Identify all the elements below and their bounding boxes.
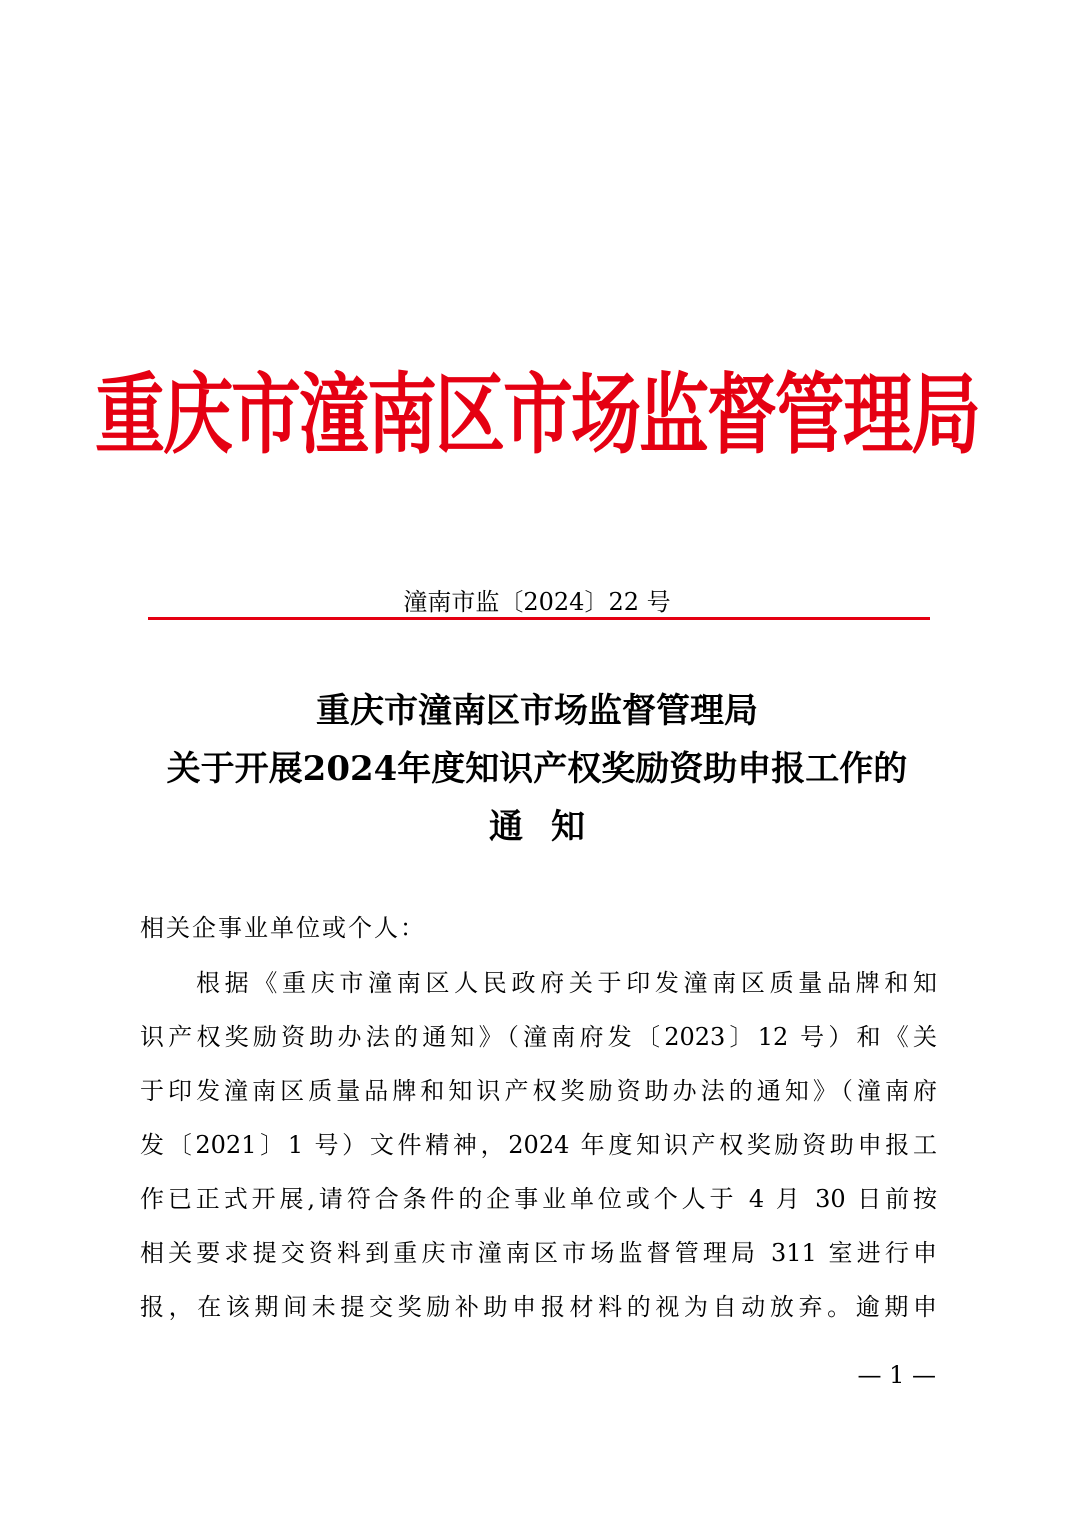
- page-number: — 1 —: [857, 1361, 936, 1389]
- notice-body: [140, 900, 937, 1334]
- paragraph-line: 根据《重庆市潼南区人民政府关于印发潼南区质量品牌和知: [196, 969, 937, 997]
- title-line-issuer: 重庆市潼南区市场监督管理局: [316, 691, 758, 731]
- paragraph-line: 发〔2021〕1 号）文件精神，2024 年度知识产权奖励资助申报工: [140, 1131, 937, 1159]
- paragraph-line: 于印发潼南区质量品牌和知识产权奖励资助办法的通知》（潼南府: [140, 1077, 937, 1105]
- paragraph-line: 识产权奖励资助办法的通知》（潼南府发〔2023〕12 号）和《关: [140, 1023, 937, 1051]
- document-number: 潼南市监〔2024〕22 号: [403, 588, 671, 616]
- title-line-notice: 通知: [489, 807, 613, 847]
- title-line-subject: 关于开展2024年度知识产权奖励资助申报工作的: [166, 749, 908, 789]
- red-divider-line: [148, 617, 930, 620]
- paragraph-line: 相关要求提交资料到重庆市潼南区市场监督管理局 311 室进行申: [140, 1239, 937, 1267]
- paragraph-line: 报，在该期间未提交奖励补助申报材料的视为自动放弃。逾期申: [140, 1293, 937, 1321]
- notice-title: [0, 682, 1074, 856]
- salutation: 相关企事业单位或个人：: [140, 914, 426, 942]
- red-masthead-title: 重庆市潼南区市场监督管理局: [95, 363, 979, 467]
- paragraph-line: 作已正式开展,请符合条件的企事业单位或个人于 4 月 30 日前按: [140, 1185, 937, 1213]
